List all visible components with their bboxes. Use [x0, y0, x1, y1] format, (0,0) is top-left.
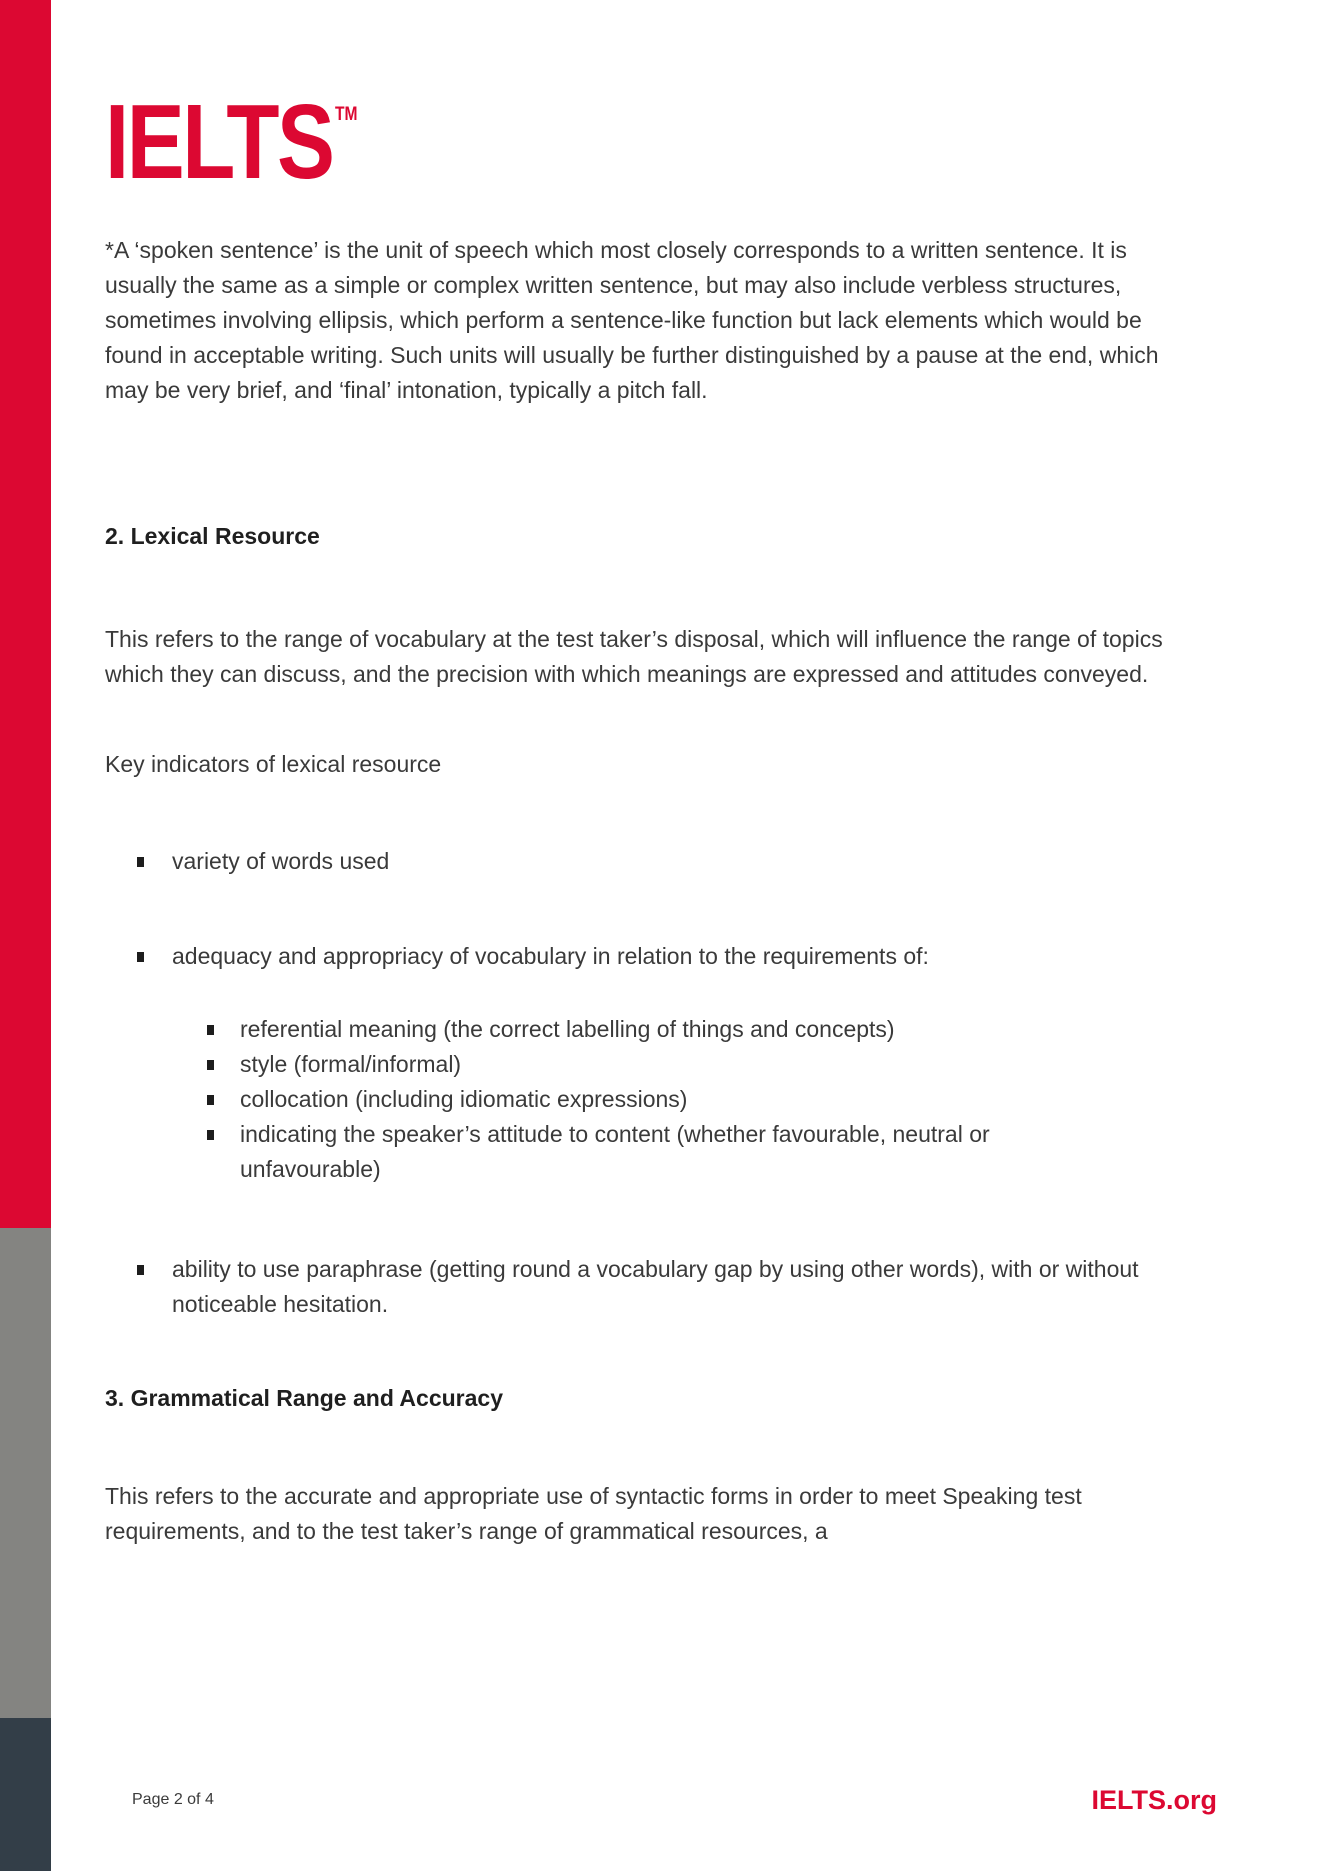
bullet-square-icon — [207, 1095, 214, 1105]
list-item — [105, 844, 1195, 879]
list-item — [172, 1012, 1195, 1047]
bullet-square-icon — [137, 952, 144, 962]
ielts-logo-text: IELTS — [105, 83, 333, 201]
heading-grammatical-range: 3. Grammatical Range and Accuracy — [105, 1385, 503, 1411]
page-footer — [132, 1780, 1217, 1820]
list-item-label: indicating the speaker’s attitude to content (whether favourable, neutral or unfavourable) — [240, 1121, 990, 1182]
footer-site-link[interactable]: IELTS.org — [1091, 1784, 1217, 1815]
list-item-label: referential meaning (the correct labelling of things and concepts) — [240, 1016, 895, 1042]
list-item — [105, 939, 1195, 1187]
list-item — [172, 1047, 1195, 1082]
bullet-square-icon — [207, 1025, 214, 1035]
list-item — [105, 1252, 1195, 1322]
bullet-square-icon — [207, 1130, 214, 1140]
list-item-label: collocation (including idiomatic expressions) — [240, 1086, 688, 1112]
left-edge-bar — [0, 0, 51, 1871]
bullet-square-icon — [137, 857, 144, 867]
list-item-label: style (formal/informal) — [240, 1051, 462, 1077]
bullet-square-icon — [137, 1265, 144, 1275]
paragraph-lexical-resource-intro: This refers to the range of vocabulary at the test taker’s disposal, which will influence the range of topics which they can discuss, and the precision with which meanings are expressed and attitudes conveyed. — [105, 626, 1163, 687]
list-item — [172, 1117, 1195, 1187]
lexical-indicators-list — [105, 844, 1195, 1322]
page-number: Page 2 of 4 — [132, 1791, 214, 1808]
key-indicators-line: Key indicators of lexical resource — [105, 751, 442, 777]
vocabulary-requirements-sublist — [172, 1012, 1195, 1187]
left-bar-dark-segment — [0, 1718, 51, 1871]
left-bar-gray-segment — [0, 1228, 51, 1718]
list-item-label: adequacy and appropriacy of vocabulary in relation to the requirements of: — [172, 943, 929, 969]
bullet-square-icon — [207, 1060, 214, 1070]
list-item-label: variety of words used — [172, 848, 390, 874]
paragraph-grammatical-range-intro: This refers to the accurate and appropriate use of syntactic forms in order to meet Speaking test requirements, and to the test taker’s range of grammatical resources, a — [105, 1483, 1082, 1544]
trademark-symbol: TM — [334, 104, 358, 125]
ielts-logo — [105, 62, 999, 201]
list-item-label: ability to use paraphrase (getting round a vocabulary gap by using other words), with or without noticeable hesitation. — [172, 1256, 1139, 1317]
list-item — [172, 1082, 1195, 1117]
left-bar-red-segment — [0, 0, 51, 1228]
heading-lexical-resource: 2. Lexical Resource — [105, 523, 320, 549]
paragraph-spoken-sentence-note: *A ‘spoken sentence’ is the unit of speech which most closely corresponds to a written sentence. It is usually the same as a simple or complex written sentence, but may also include verbless structures, sometimes involving ellipsis, which perform a sentence-like function but lack elements which would be found in acceptable writing. Such units will usually be further distinguished by a pause at the end, which may be very brief, and ‘final’ intonation, typically a pitch fall. — [105, 237, 1159, 403]
document-content — [105, 0, 1195, 1549]
